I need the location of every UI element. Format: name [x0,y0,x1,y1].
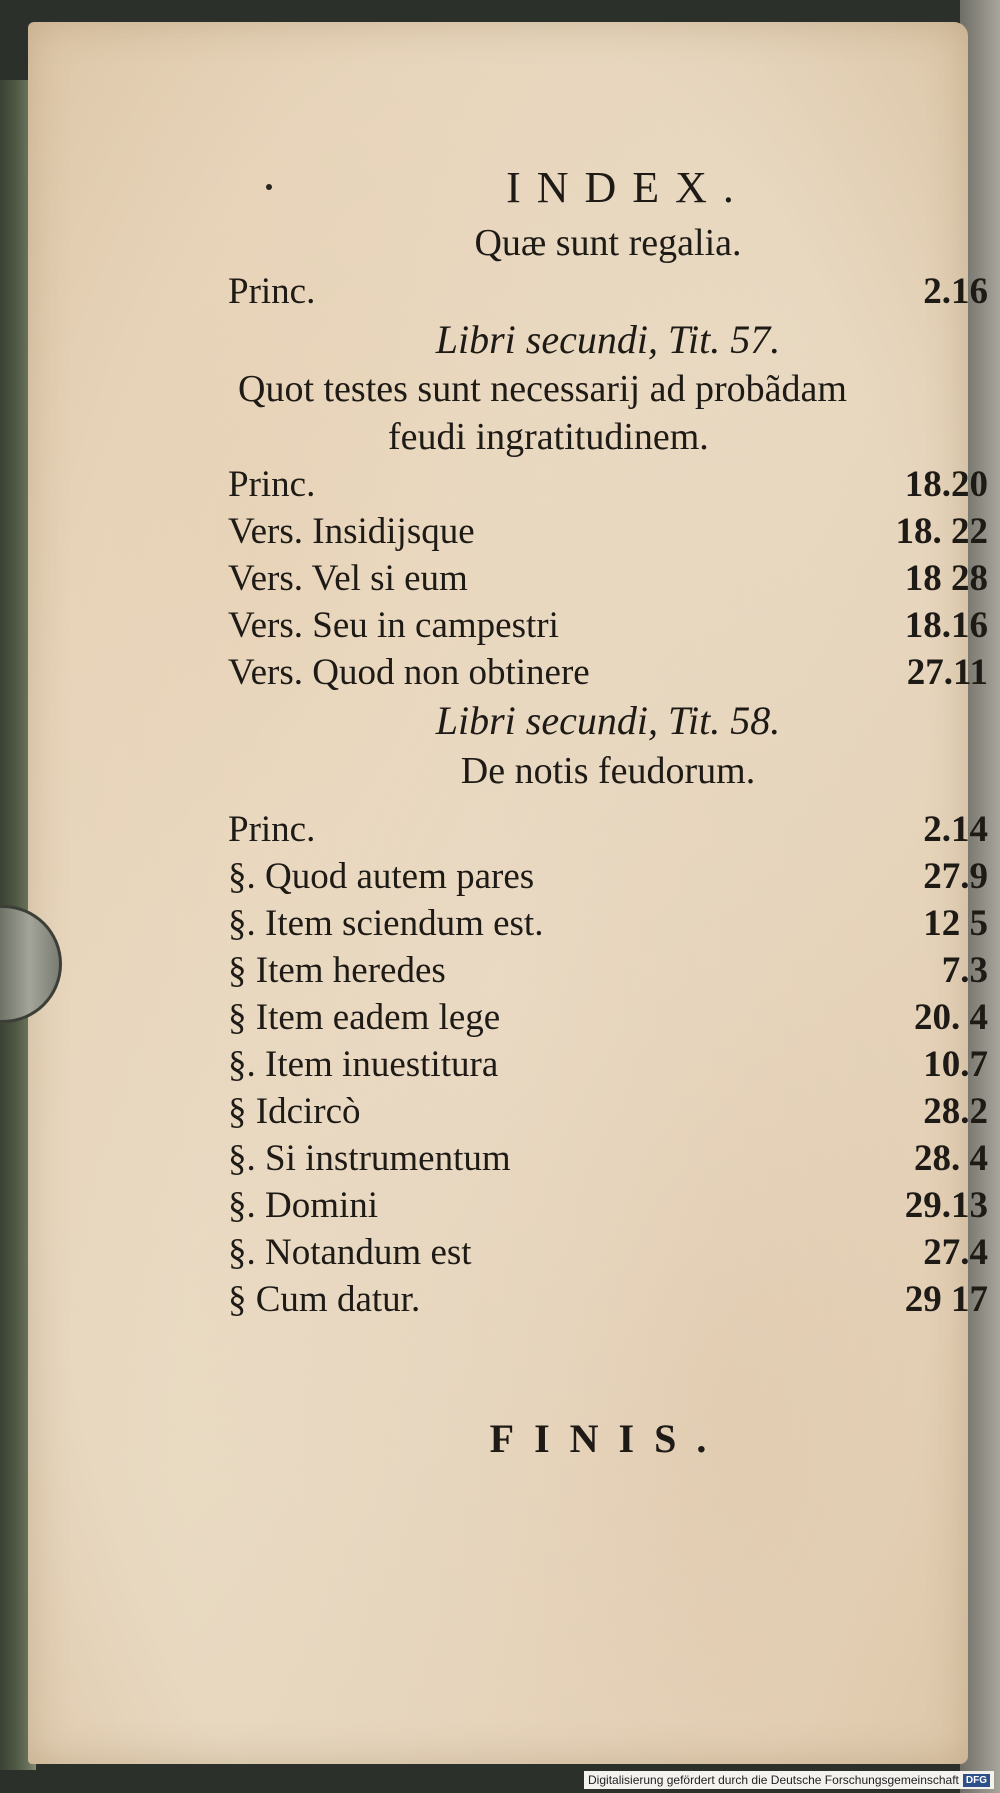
entry-label: Princ. [228,271,316,312]
index-entry [228,1276,988,1323]
entry-ref: 20. 4 [914,997,988,1038]
entry-label: Vers. Insidijsque [228,511,475,552]
entry-ref: 29.13 [904,1185,988,1226]
index-entry [228,268,988,315]
digitization-credit [584,1771,994,1789]
index-entry [228,994,988,1041]
finis-heading: FINIS. [489,1416,727,1461]
subject-line: feudi ingratitudinem. [388,416,709,458]
index-entry [228,508,988,555]
entry-ref: 12 5 [923,903,988,944]
entry-label: §. Item sciendum est. [228,903,544,944]
entry-label: Vers. Quod non obtinere [228,652,590,693]
entry-ref: 18 28 [904,558,988,599]
index-entry [228,1135,988,1182]
index-entry [228,649,988,696]
credit-text: Digitalisierung gefördert durch die Deutsche Forschungsgemeinschaft [588,1773,959,1787]
book-page [28,22,988,1764]
entry-label: Vers. Vel si eum [228,558,468,599]
entry-ref: 2.14 [923,809,988,850]
entry-label: Vers. Seu in campestri [228,605,559,646]
entry-label: §. Item inuestitura [228,1044,499,1085]
entry-label: §. Si instrumentum [228,1138,511,1179]
index-entry [228,1088,988,1135]
index-entry [228,602,988,649]
index-entry [228,555,988,602]
entry-label: Princ. [228,464,316,505]
index-entry [228,853,988,900]
entry-label: §. Quod autem pares [228,856,535,897]
entry-ref: 2.16 [923,271,988,312]
entry-label: § Item eadem lege [228,997,501,1038]
entry-label: § Cum datur. [228,1279,421,1320]
section-subject-57 [228,365,988,461]
entry-label: Princ. [228,809,316,850]
index-entry [228,1182,988,1229]
index-entry [228,1229,988,1276]
index-entry [228,806,988,853]
section-heading-regalia: Quæ sunt regalia. [474,222,742,264]
index-entry [228,461,988,508]
entry-label: § Item heredes [228,950,446,991]
entry-ref: 29 17 [904,1279,988,1320]
entry-ref: 10.7 [923,1044,988,1085]
entry-label: §. Domini [228,1185,379,1226]
index-entry [228,947,988,994]
spacer [228,796,988,806]
entry-ref: 28. 4 [914,1138,988,1179]
subject-line: Quot testes sunt necessarij ad probãdam [238,368,847,410]
section-subject-58: De notis feudorum. [460,750,756,792]
entry-label: § Idcircò [228,1091,361,1132]
entry-label: §. Notandum est [228,1232,472,1273]
entry-ref: 18. 22 [895,511,988,552]
index-entry [228,900,988,947]
entry-ref: 28.2 [923,1091,988,1132]
section-heading-57: Libri secundi, Tit. 57. [435,317,781,362]
entry-ref: 18.20 [904,464,988,505]
title-dot [266,184,272,190]
entry-ref: 27.11 [906,652,988,693]
index-entry [228,1041,988,1088]
index-title: INDEX. [506,163,750,212]
entry-ref: 7.3 [941,950,988,991]
section-heading-58: Libri secundi, Tit. 58. [435,698,781,743]
dfg-logo-icon: DFG [963,1774,990,1787]
page-content [228,162,988,1462]
entry-ref: 27.4 [923,1232,988,1273]
entry-ref: 18.16 [904,605,988,646]
entry-ref: 27.9 [923,856,988,897]
